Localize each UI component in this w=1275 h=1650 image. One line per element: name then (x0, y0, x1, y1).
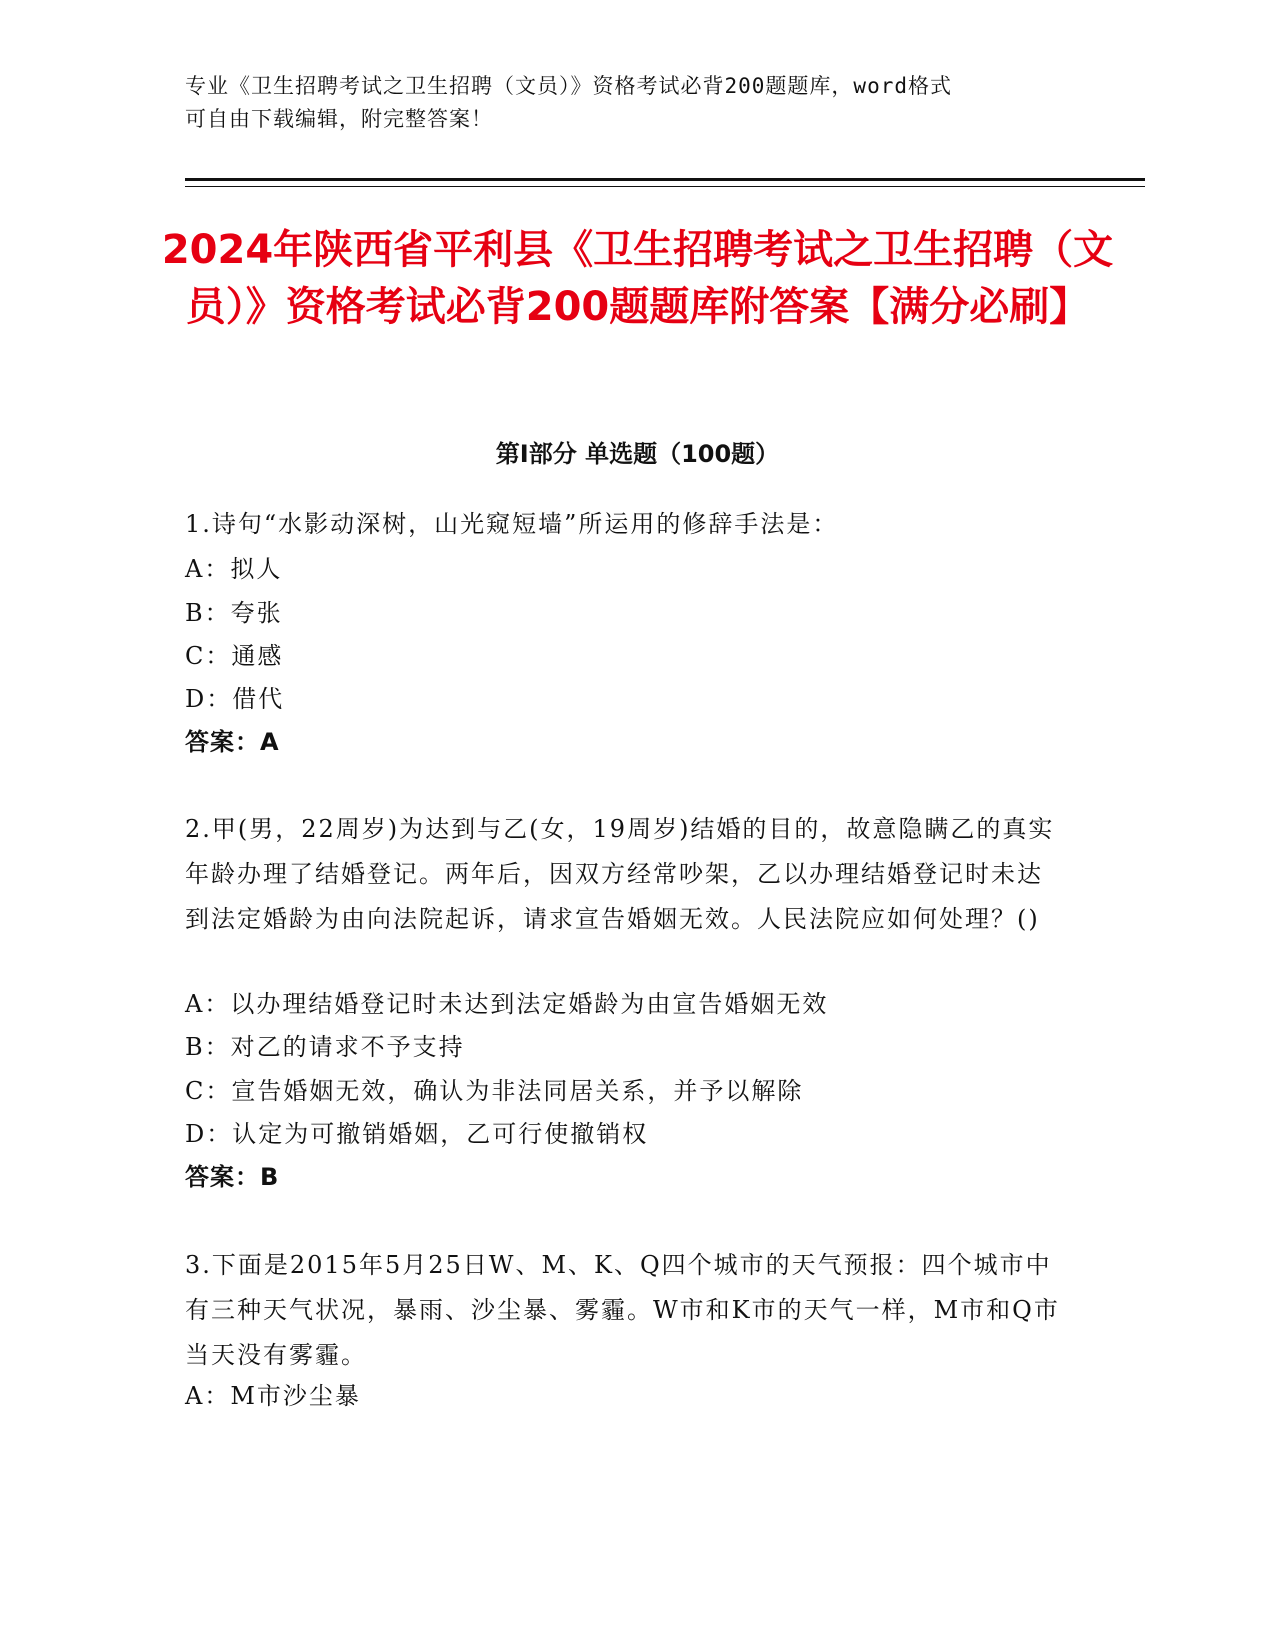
question-1-text: 1.诗句“水影动深树，山光窥短墙”所运用的修辞手法是： (185, 510, 839, 538)
document-title: 2024年陕西省平利县《卫生招聘考试之卫生招聘（文员）》资格考试必背200题题库附答案【满分必刷】 (161, 227, 1114, 330)
question-2-option-b: B：对乙的请求不予支持 (185, 1033, 465, 1061)
question-2-option-d: D：认定为可撤销婚姻，乙可行使撤销权 (185, 1120, 649, 1148)
question-1-option-b: B：夸张 (185, 599, 283, 627)
header-rule-thick (185, 178, 1145, 181)
question-1-option-d: D：借代 (185, 685, 285, 713)
question-2-option-a: A：以办理结婚登记时未达到法定婚龄为由宣告婚姻无效 (185, 990, 829, 1018)
header-note (185, 70, 1065, 136)
header-note-line-2: 可自由下载编辑，附完整答案！ (185, 107, 493, 131)
question-2-answer: 答案：B (185, 1163, 280, 1191)
question-1-answer: 答案：A (185, 728, 280, 756)
header-rule-thin (185, 186, 1145, 187)
header-note-line-1: 专业《卫生招聘考试之卫生招聘（文员）》资格考试必背200题题库，word格式 (185, 74, 952, 98)
question-2-option-c: C：宣告婚姻无效，确认为非法同居关系，并予以解除 (185, 1077, 804, 1105)
question-1-option-a: A：拟人 (185, 555, 283, 583)
section-title: 第Ⅰ部分 单选题（100题） (495, 440, 780, 468)
question-1-option-c: C：通感 (185, 642, 284, 670)
question-3-option-a: A：M市沙尘暴 (185, 1382, 361, 1410)
question-2-text: 2.甲(男，22周岁)为达到与乙(女，19周岁)结婚的目的，故意隐瞒乙的真实年龄办理了结婚登记。两年后，因双方经常吵架，乙以办理结婚登记时未达到法定婚龄为由向法院起诉，请求宣告婚姻无效。人民法院应如何处理？() (185, 815, 1055, 933)
question-3-text: 3.下面是2015年5月25日W、M、K、Q四个城市的天气预报：四个城市中有三种天气状况，暴雨、沙尘暴、雾霾。W市和K市的天气一样，M市和Q市当天没有雾霾。 (185, 1251, 1060, 1369)
